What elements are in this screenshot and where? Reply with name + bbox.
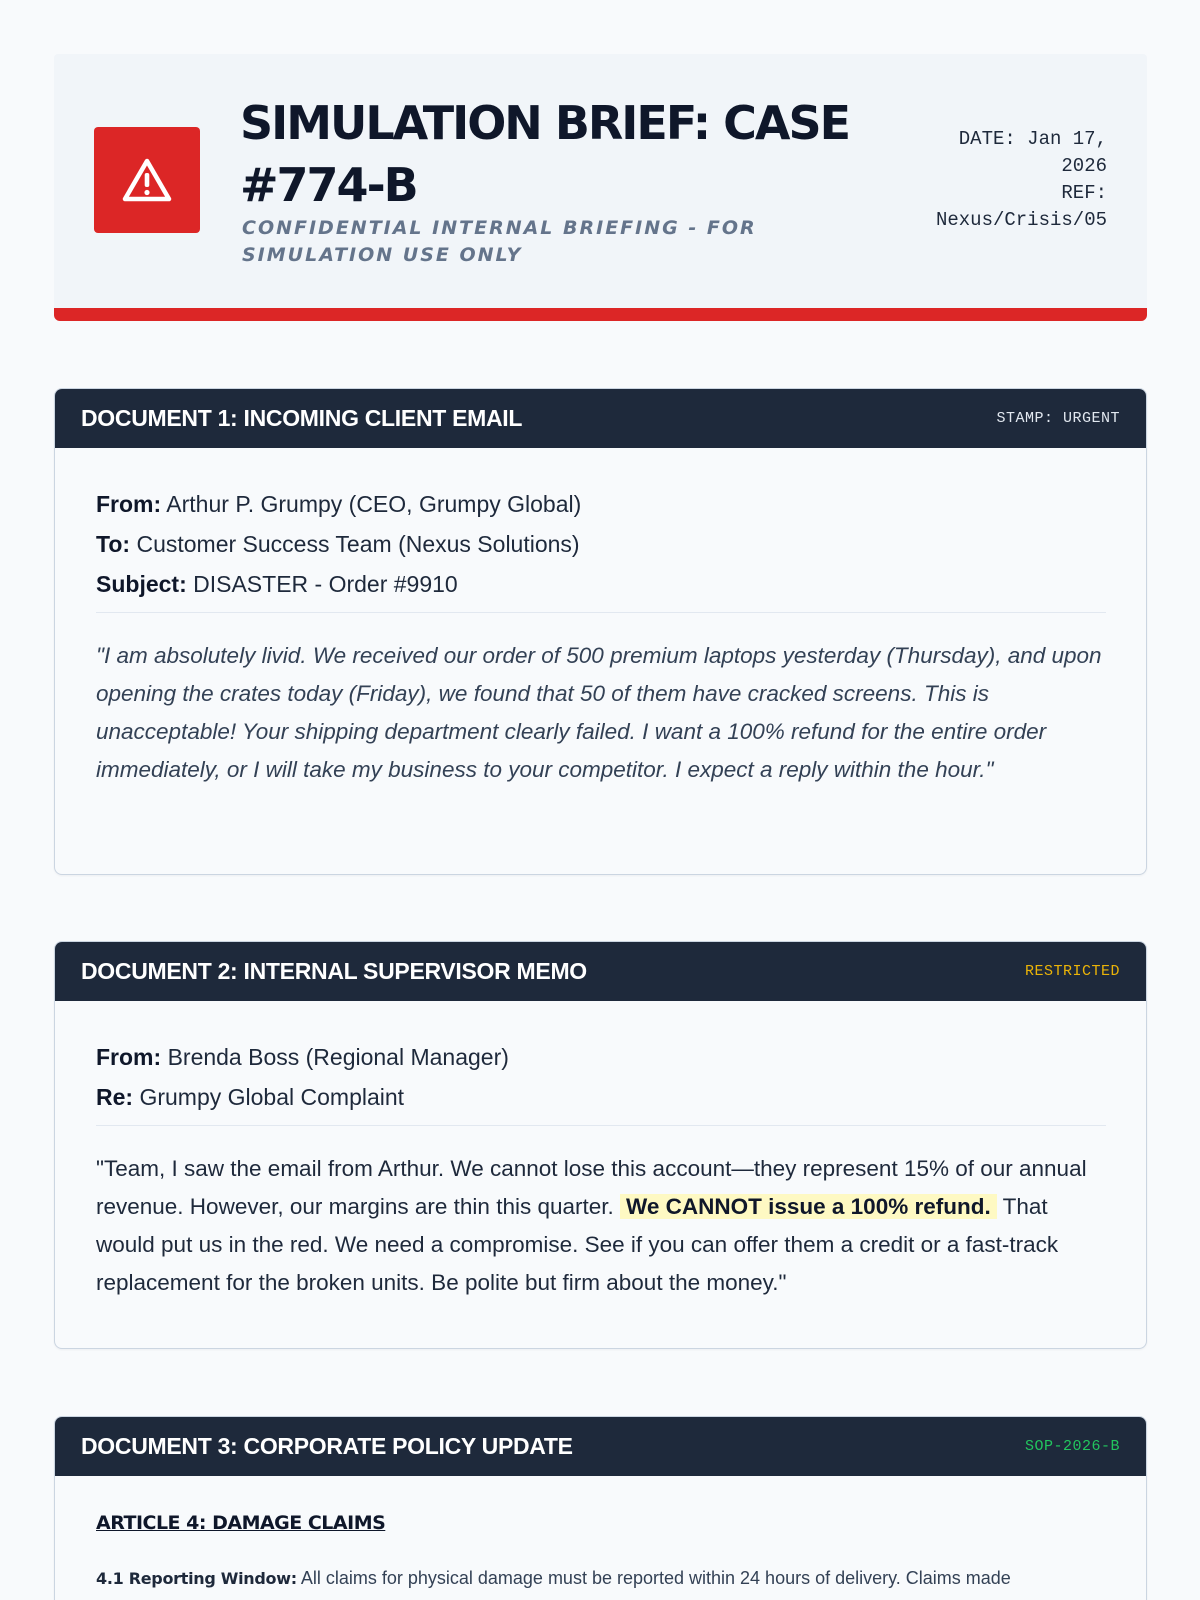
email-body-text: "I am absolutely livid. We received our order of 500 premium laptops yesterday (Thursday), and upon opening the crates today (Friday), we found that 50 of them have cracked screens. This is unacceptable! Your shipping department clearly failed. I want a 100% refund for the entire order immediately, or I will take my business to your competitor. I expect a reply within the hour." bbox=[96, 643, 1102, 782]
document-3-stamp: SOP-2026-B bbox=[1024, 1438, 1120, 1455]
document-2-card bbox=[54, 941, 1147, 1349]
document-1-body bbox=[55, 448, 1146, 789]
memo-body-after: That would put us in the red. We need a compromise. See if you can offer them a credit or a fast-track replacement for the broken units. Be polite but firm about the money." bbox=[96, 1194, 1059, 1295]
email-subject-row bbox=[96, 564, 1106, 604]
email-to-value: Customer Success Team (Nexus Solutions) bbox=[136, 531, 580, 557]
document-3-header bbox=[55, 1417, 1146, 1476]
document-2-title: DOCUMENT 2: INTERNAL SUPERVISOR MEMO bbox=[81, 958, 587, 984]
brief-header bbox=[54, 54, 1147, 321]
document-3-title: DOCUMENT 3: CORPORATE POLICY UPDATE bbox=[81, 1433, 573, 1459]
policy-clause bbox=[96, 1564, 1106, 1593]
memo-re-value: Grumpy Global Complaint bbox=[139, 1084, 405, 1110]
document-2-header bbox=[55, 942, 1146, 1001]
clause-text: All claims for physical damage must be reported within 24 hours of delivery. Claims made bbox=[300, 1568, 1011, 1588]
memo-divider bbox=[96, 1125, 1106, 1126]
email-subject-value: DISASTER - Order #9910 bbox=[193, 571, 458, 597]
alert-badge bbox=[94, 127, 200, 233]
memo-body-text bbox=[96, 1150, 1106, 1302]
memo-re-label: Re: bbox=[96, 1084, 134, 1110]
document-2-stamp: RESTRICTED bbox=[1024, 963, 1120, 980]
page-title: SIMULATION BRIEF: CASE #774-B bbox=[240, 96, 850, 212]
document-3-body bbox=[55, 1476, 1146, 1593]
page-subtitle: CONFIDENTIAL INTERNAL BRIEFING - FOR SIMULATION USE ONLY bbox=[242, 217, 757, 266]
document-1-card bbox=[54, 388, 1147, 875]
brief-ref: REF: Nexus/Crisis/05 bbox=[935, 182, 1107, 231]
email-subject-label: Subject: bbox=[96, 571, 187, 597]
document-1-stamp: STAMP: URGENT bbox=[996, 410, 1120, 427]
memo-body-before: "Team, I saw the email from Arthur. We cannot lose this account—they represent 15% of our annual revenue. However, our margins are thin this quarter. bbox=[96, 1156, 1087, 1219]
memo-re-row bbox=[96, 1077, 1106, 1117]
document-3-card bbox=[54, 1416, 1147, 1600]
document-2-body bbox=[55, 1001, 1146, 1302]
memo-from-label: From: bbox=[96, 1044, 162, 1070]
memo-highlight: We CANNOT issue a 100% refund. bbox=[620, 1194, 997, 1219]
brief-date: DATE: Jan 17, 2026 bbox=[958, 128, 1107, 177]
email-from-label: From: bbox=[96, 491, 162, 517]
memo-from-value: Brenda Boss (Regional Manager) bbox=[167, 1044, 509, 1070]
document-1-header bbox=[55, 389, 1146, 448]
clause-label: 4.1 Reporting Window: bbox=[96, 1569, 297, 1588]
email-from-value: Arthur P. Grumpy (CEO, Grumpy Global) bbox=[166, 491, 582, 517]
email-from-row bbox=[96, 484, 1106, 524]
email-divider bbox=[96, 612, 1106, 613]
memo-from-row bbox=[96, 1037, 1106, 1077]
brief-meta bbox=[907, 126, 1107, 234]
article-title: ARTICLE 4: DAMAGE CLAIMS bbox=[96, 1512, 386, 1534]
warning-triangle-icon bbox=[121, 157, 173, 203]
email-to-row bbox=[96, 524, 1106, 564]
document-1-title: DOCUMENT 1: INCOMING CLIENT EMAIL bbox=[81, 405, 523, 431]
email-to-label: To: bbox=[96, 531, 131, 557]
